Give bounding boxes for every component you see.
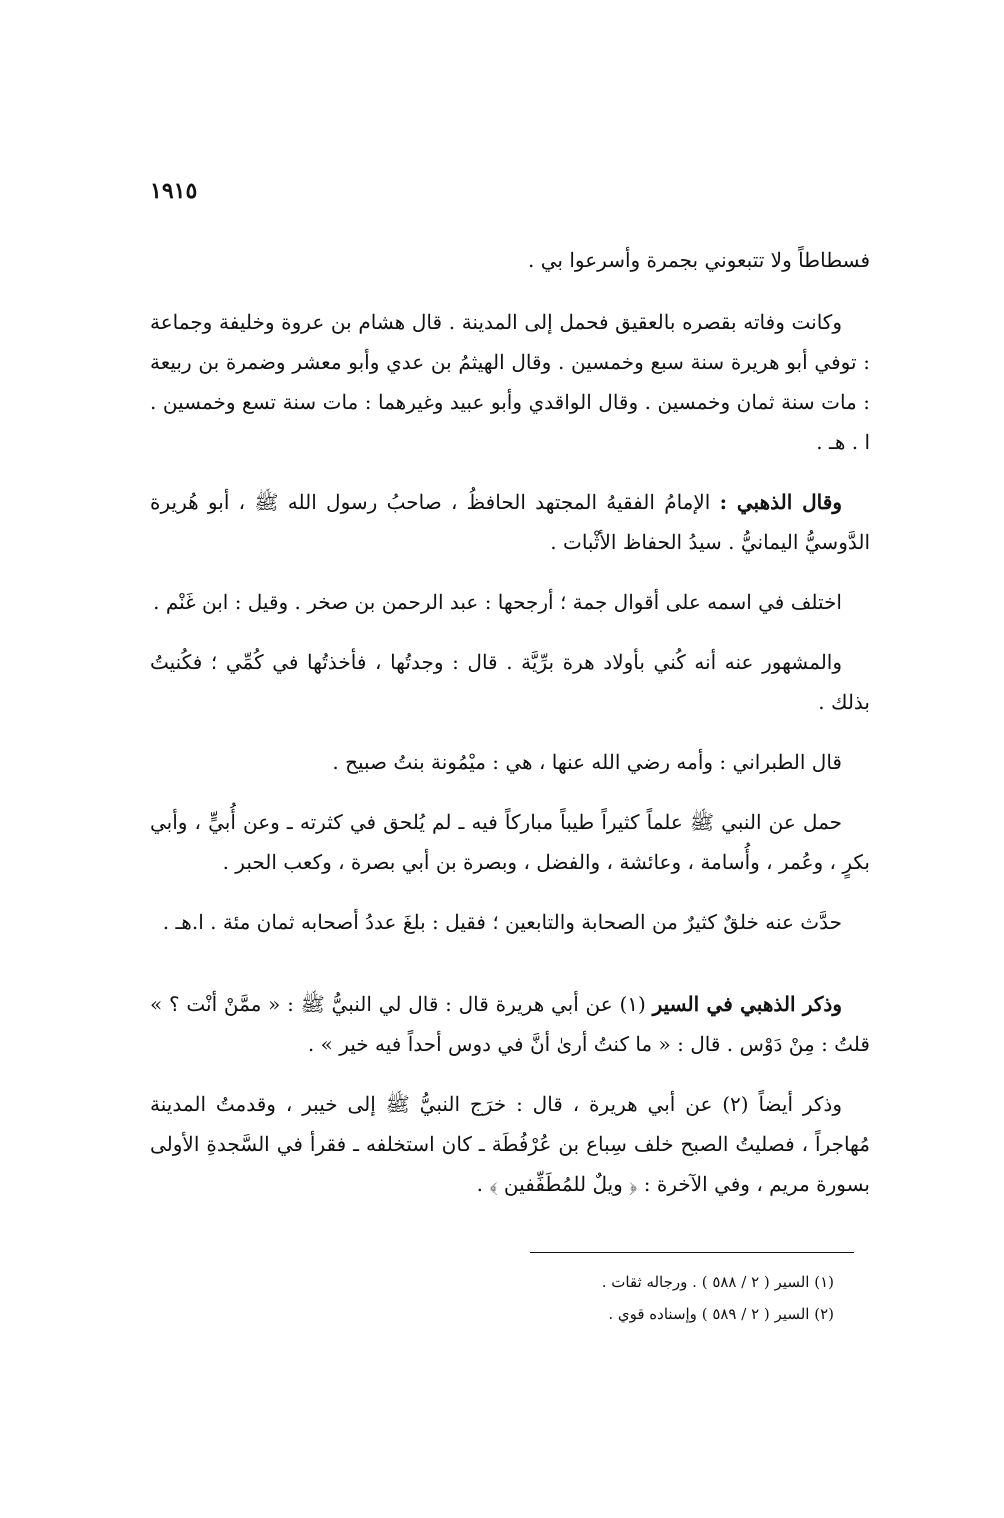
paragraph: [150, 742, 870, 782]
paragraph: [150, 582, 870, 622]
body-text: [150, 240, 870, 1224]
paragraph-text: وذكر أيضاً (٢) عن أبي هريرة ، قال : خرَج النبيُّ ﷺ إلى خيبر ، وقدمتُ المدينة مُهاجراً ، فصليتُ الصبح خلف سِباع بن عُرْفُطَة ـ كان استخلفه ـ فقرأ في السَّجدةِ الأولى بسورة مريم ، وفي الآخرة : ﴿ ويلٌ للمُطَفِّفين ﴾ .: [150, 1092, 870, 1196]
paragraph: [150, 984, 870, 1064]
paragraph-text: حمل عن النبي ﷺ علماً كثيراً طيباً مباركاً فيه ـ لم يُلحق في كثرته ـ وعن أُبيٍّ ، وأبي بكرٍ ، وعُمر ، وأُسامة ، وعائشة ، والفضل ، وبصرة بن أبي بصرة ، وكعب الحبر .: [150, 810, 870, 874]
paragraph-text: (١) عن أبي هريرة قال : قال لي النبيُّ ﷺ : « ممَّنْ أنْت ؟ » قلتُ : مِنْ دَوْس . قال : « ما كنتُ أرىٰ أنَّ في دوس أحداً فيه خير » .: [150, 992, 870, 1056]
paragraph: [150, 482, 870, 562]
paragraph-text: وكانت وفاته بقصره بالعقيق فحمل إلى المدينة . قال هشام بن عروة وخليفة وجماعة : توفي أبو هريرة سنة سبع وخمسين . وقال الهيثمُ بن عدي وأبو معشر وضمرة بن ربيعة : مات سنة ثمان وخمسين . وقال الواقدي وأبو عبيد وغيرهما : مات سنة تسع وخمسين . ا . هـ .: [150, 310, 870, 454]
paragraph: [150, 302, 870, 462]
paragraph-lead: وقال الذهبي :: [719, 490, 842, 514]
paragraph: [150, 642, 870, 722]
paragraph-lead: وذكر الذهبي في السير: [652, 992, 842, 1016]
paragraph-text: الإمامُ الفقيهُ المجتهد الحافظُ ، صاحبُ رسول الله ﷺ ، أبو هُريرة الدَّوسيُّ اليمانيُّ . سيدُ الحفاظ الأثْبات .: [150, 490, 870, 554]
footnotes: [420, 1266, 834, 1330]
paragraph: [150, 902, 870, 942]
paragraph-text: والمشهور عنه أنه كُني بأولاد هرة برِّيَّة . قال : وجدتُها ، فأخذتُها في كُمِّي ؛ فكُنيتُ بذلك .: [150, 650, 870, 714]
paragraph: [150, 240, 870, 280]
paragraph-text: اختلف في اسمه على أقوال جمة ؛ أرجحها : عبد الرحمن بن صخر . وقيل : ابن غَنْم .: [153, 590, 842, 614]
footnote-divider: [530, 1252, 854, 1253]
paragraph-text: فسطاطاً ولا تتبعوني بجمرة وأسرعوا بي .: [528, 248, 870, 272]
paragraph: [150, 1084, 870, 1204]
paragraph-text: حدَّث عنه خلقٌ كثيرٌ من الصحابة والتابعين ؛ فقيل : بلغَ عددُ أصحابه ثمان مئة . ا.هـ .: [162, 910, 842, 934]
paragraph: [150, 802, 870, 882]
paragraph-text: قال الطبراني : وأمه رضي الله عنها ، هي : ميْمُونة بنتُ صبيح .: [332, 750, 842, 774]
page-number: ١٩١٥: [150, 178, 198, 204]
footnote: (١) السير ( ٢ / ٥٨٨ ) . ورجاله ثقات .: [601, 1273, 834, 1291]
footnote: (٢) السير ( ٢ / ٥٨٩ ) وإسناده قوي .: [608, 1305, 834, 1323]
